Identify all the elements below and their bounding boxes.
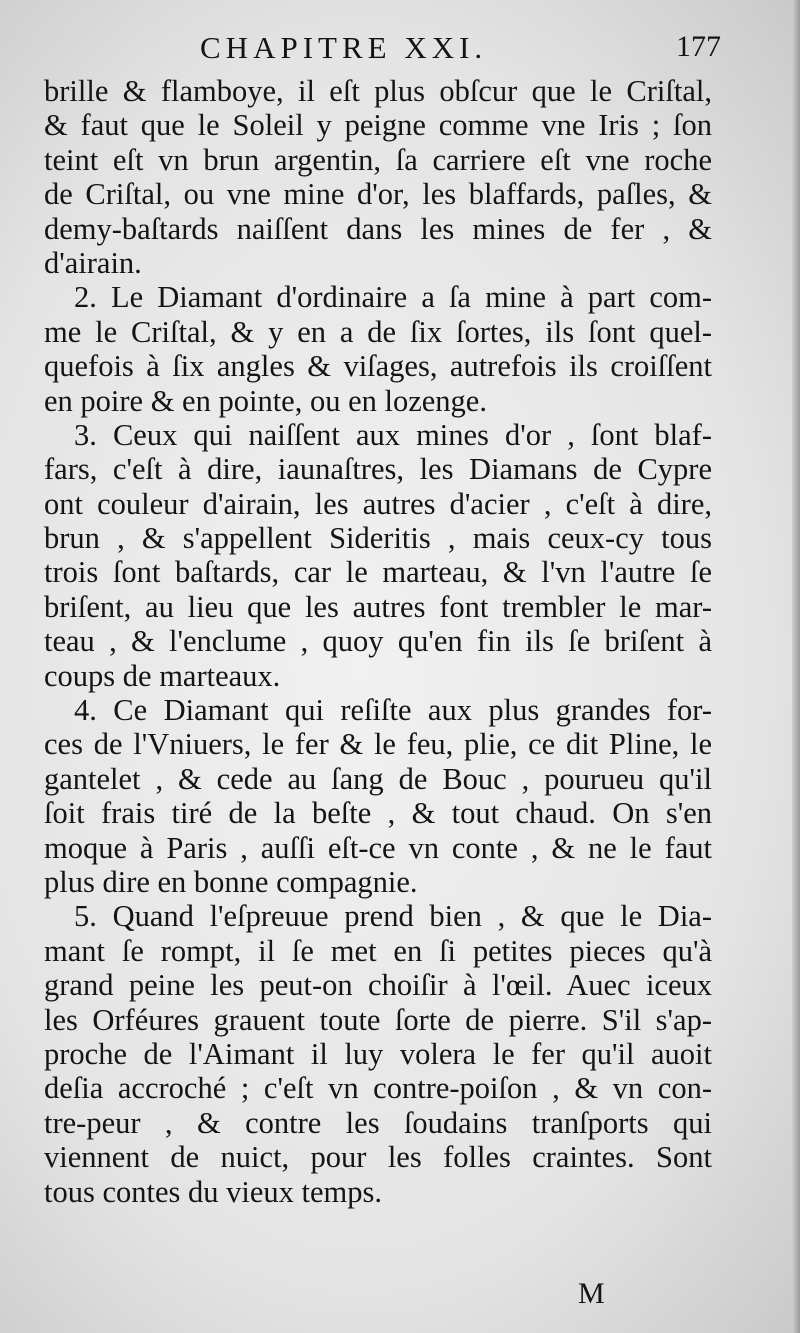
text-line: en poire & en pointe, ou en lozenge. xyxy=(44,383,487,418)
text-line: plus dire en bonne compagnie. xyxy=(44,864,418,899)
text-line: ſoit frais tiré de la beſte , & tout chaud. On s'en xyxy=(44,796,712,831)
text-line: brille & flamboye, il eſt plus obſcur que le Criſtal, xyxy=(44,74,712,108)
text-line: mant ſe rompt, il ſe met en ſi petites pieces qu'à xyxy=(44,933,712,968)
text-line: gantelet , & cede au ſang de Bouc , pourueu qu'il xyxy=(44,761,712,796)
text-line: grand peine les peut-on choiſir à l'œil. Auec iceux xyxy=(44,968,712,1003)
text-line: deſia accroché ; c'eſt vn contre-poiſon , & vn con- xyxy=(44,1071,712,1106)
text-line: brun , & s'appellent Sideritis , mais ceux-cy tous xyxy=(44,521,712,556)
text-line: 4. Ce Diamant qui reſiſte aux plus grandes for- xyxy=(74,693,712,728)
text-line: d'airain. xyxy=(44,245,142,280)
page-edge-shadow xyxy=(792,0,800,1333)
text-line: moque à Paris , auſſi eſt-ce vn conte , & ne le faut xyxy=(44,830,712,865)
text-line: briſent, au lieu que les autres font trembler le mar- xyxy=(44,589,712,624)
text-line: 5. Quand l'eſpreuue prend bien , & que le Dia- xyxy=(74,899,712,934)
running-title: CHAPITRE XXI. xyxy=(200,30,488,65)
text-line: demy-baſtards naiſſent dans les mines de fer , & xyxy=(44,211,712,246)
text-line: tous contes du vieux temps. xyxy=(44,1174,383,1209)
text-line: ces de l'Vniuers, le fer & le feu, plie, ce dit Pline, le xyxy=(44,727,712,762)
text-line: proche de l'Aimant il luy volera le fer qu'il auoit xyxy=(44,1036,712,1071)
page-header xyxy=(0,30,800,70)
text-line: 3. Ceux qui naiſſent aux mines d'or , ſont blaf- xyxy=(74,417,712,452)
text-line: quefois à ſix angles & viſages, autrefois ils croiſſent xyxy=(44,349,712,384)
text-line: & faut que le Soleil y peigne comme vne Iris ; ſon xyxy=(44,108,712,143)
text-line: viennent de nuict, pour les folles craintes. Sont xyxy=(44,1140,712,1175)
text-line: les Orféures grauent toute ſorte de pierre. S'il s'ap- xyxy=(44,1002,712,1037)
text-line: teau , & l'enclume , quoy qu'en fin ils ſe briſent à xyxy=(44,624,712,659)
text-line: trois ſont baſtards, car le marteau, & l'vn l'autre ſe xyxy=(44,555,712,590)
text-line: me le Criſtal, & y en a de ſix ſortes, ils ſont quel- xyxy=(44,314,712,349)
signature-mark: M xyxy=(578,1277,605,1310)
text-line: 2. Le Diamant d'ordinaire a ſa mine à part com- xyxy=(74,280,712,315)
page-number: 177 xyxy=(676,30,721,63)
text-line: fars, c'eſt à dire, iaunaſtres, les Diamans de Cypre xyxy=(44,452,712,487)
body-text xyxy=(44,74,712,1209)
text-line: ont couleur d'airain, les autres d'acier , c'eſt à dire, xyxy=(44,486,712,521)
text-line: coups de marteaux. xyxy=(44,658,281,693)
text-line: teint eſt vn brun argentin, ſa carriere eſt vne roche xyxy=(44,142,712,177)
text-line: de Criſtal, ou vne mine d'or, les blaffards, paſles, & xyxy=(44,177,712,212)
text-line: tre-peur , & contre les ſoudains tranſports qui xyxy=(44,1105,712,1140)
